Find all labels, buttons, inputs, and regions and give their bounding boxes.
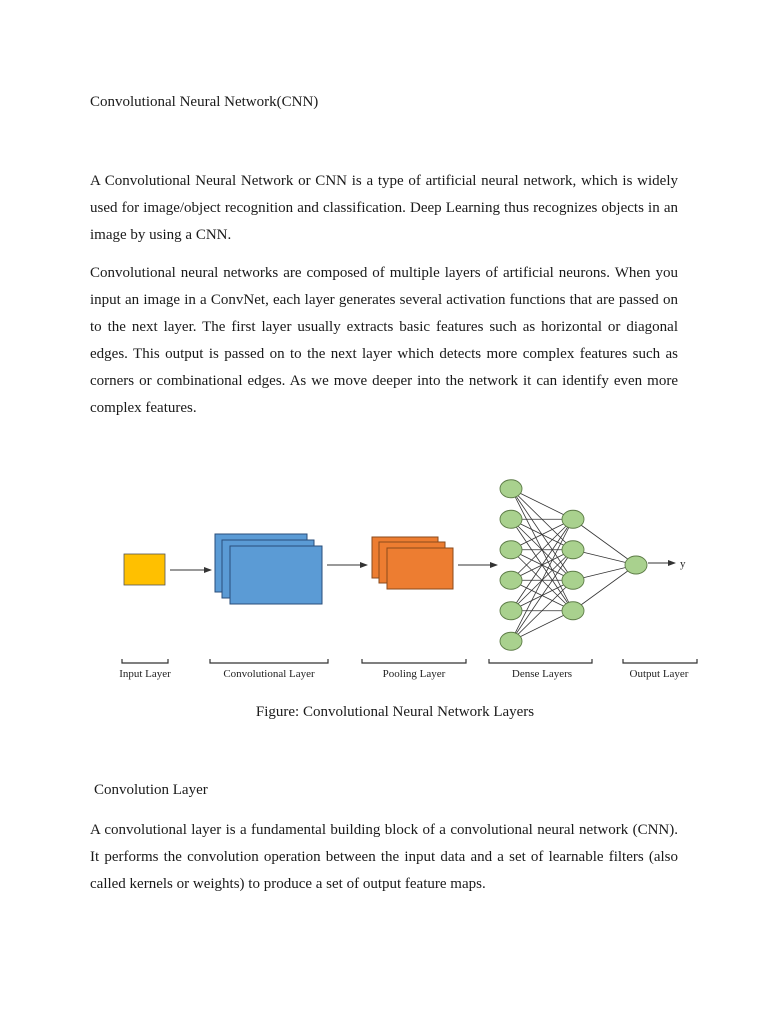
pool-layer-label: Pooling Layer bbox=[382, 668, 446, 680]
intro-paragraph: A Convolutional Neural Network or CNN is a type of artificial neural network, which is widely used for image/object recognition and classification. Deep Learning thus recognizes objects in an image by using a CNN. bbox=[90, 173, 678, 243]
input-layer-label: Input Layer bbox=[119, 668, 171, 680]
dense-layer-1-neuron-5 bbox=[500, 632, 522, 650]
input-layer-block bbox=[124, 554, 165, 585]
dense-layers-label: Dense Layers bbox=[511, 668, 573, 680]
convolutional-layer-stack bbox=[215, 534, 322, 604]
dense-layer-1-neuron-1 bbox=[500, 510, 522, 528]
dense-layer-2-neuron-1 bbox=[562, 541, 584, 559]
dense2-output-edge-3-0 bbox=[573, 565, 636, 611]
dense-layer-1-neuron-4 bbox=[500, 602, 522, 620]
dense-layer-2-neuron-0 bbox=[562, 510, 584, 528]
dense1-dense2-edge-5-1 bbox=[511, 550, 573, 642]
output-layer-label: Output Layer bbox=[629, 668, 689, 680]
pooling-layer-stack bbox=[372, 537, 453, 589]
convolution-layer-paragraph: A convolutional layer is a fundamental building block of a convolutional neural network (CNN). It performs the convolution operation between the input data and a set of learnable filters (also called kernels or weights) to produce a set of output feature maps. bbox=[90, 822, 678, 892]
cnn-diagram bbox=[108, 476, 708, 686]
dense-layer-1-neuron-0 bbox=[500, 480, 522, 498]
figure-caption: Figure: Convolutional Neural Network Layers bbox=[255, 704, 535, 720]
section-brackets bbox=[122, 659, 697, 663]
dense-layer-1-neuron-3 bbox=[500, 571, 522, 589]
layers-paragraph: Convolutional neural networks are composed of multiple layers of artificial neurons. When you input an image in a ConvNet, each layer generates several activation functions that are passed on to the next layer. The first layer usually extracts basic features such as horizontal or diagonal edges. This output is passed on to the next layer which detects more complex features such as corners or combinational edges. As we move deeper into the network it can identify even more complex features. bbox=[90, 265, 678, 416]
cnn-layers-figure bbox=[108, 476, 708, 686]
output-symbol-label: y bbox=[680, 558, 686, 570]
dense2-output-edge-0-0 bbox=[573, 519, 636, 565]
dense-layer-1-neuron-2 bbox=[500, 541, 522, 559]
dense-layer-2-neuron-2 bbox=[562, 571, 584, 589]
document-title: Convolutional Neural Network(CNN) bbox=[90, 94, 319, 110]
section-title-convolution-layer: Convolution Layer bbox=[94, 782, 208, 798]
output-layer-neuron-0 bbox=[625, 556, 647, 574]
dense-layer-2-neuron-3 bbox=[562, 602, 584, 620]
conv-layer-label: Convolutional Layer bbox=[223, 668, 315, 680]
